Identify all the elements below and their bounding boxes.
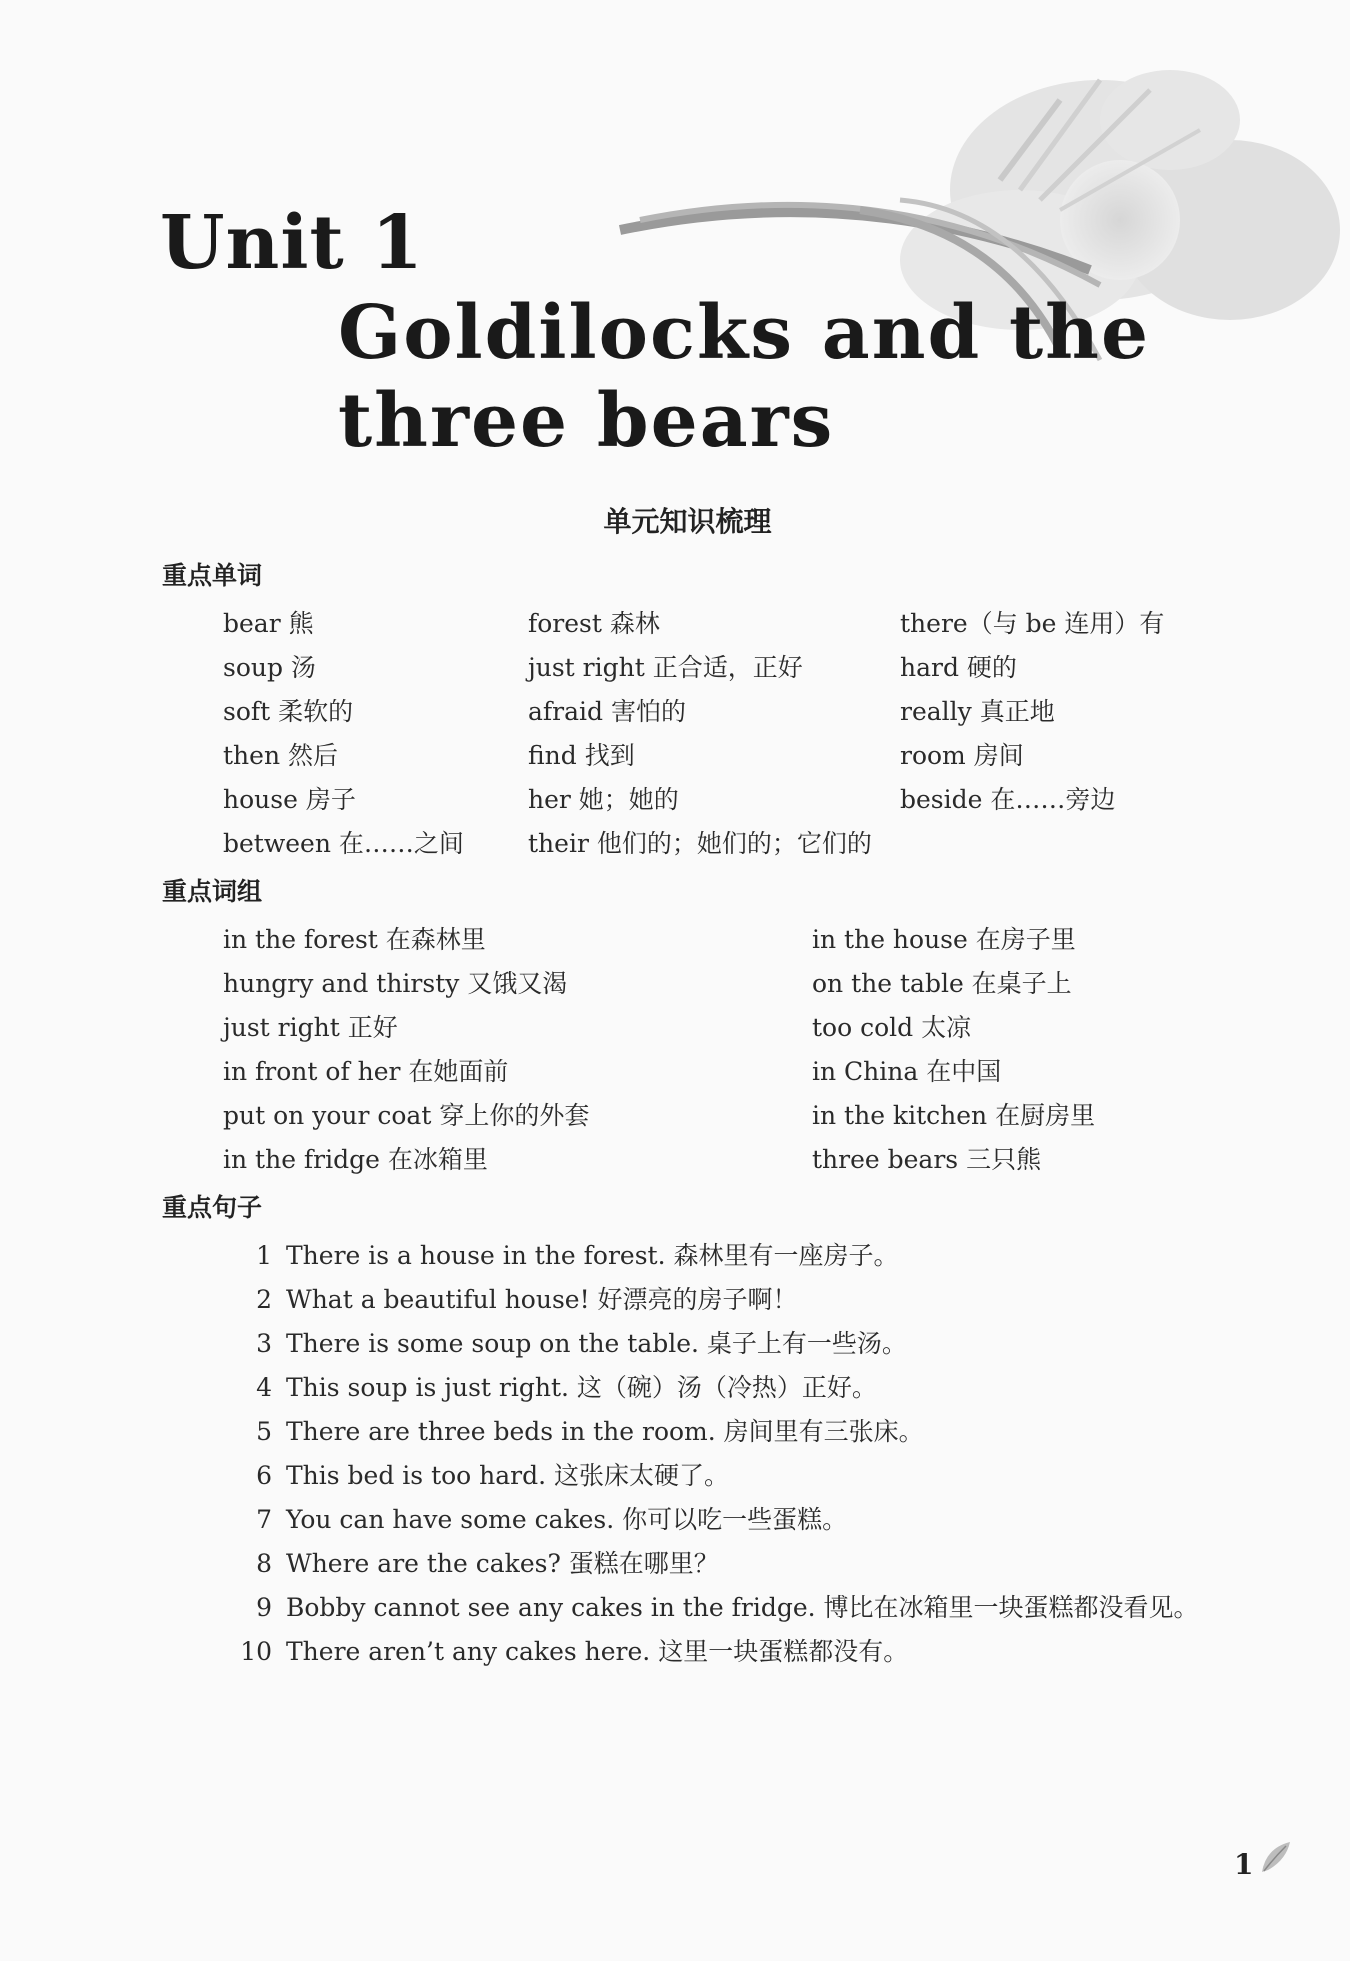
- phrase-item: in the fridge 在冰箱里: [223, 1145, 488, 1174]
- vocab-item: hard 硬的: [900, 653, 1017, 682]
- sentence-text: This soup is just right. 这（碗）汤（冷热）正好。: [286, 1373, 877, 1402]
- sentence-item: [236, 1412, 924, 1448]
- sentence-text: There are three beds in the room. 房间里有三张床。: [286, 1417, 924, 1446]
- vocab-item: room 房间: [900, 741, 1024, 770]
- leaf-icon: [1256, 1838, 1296, 1878]
- vocab-item: forest 森林: [528, 609, 660, 638]
- vocab-item: bear 熊: [223, 609, 314, 638]
- vocab-item: there（与 be 连用）有: [900, 609, 1165, 638]
- sentence-text: Bobby cannot see any cakes in the fridge. 博比在冰箱里一块蛋糕都没看见。: [286, 1593, 1199, 1622]
- sentence-item: [236, 1500, 847, 1536]
- sentence-text: There is some soup on the table. 桌子上有一些汤。: [286, 1329, 907, 1358]
- vocab-item: just right 正合适，正好: [528, 653, 803, 682]
- phrase-item: three bears 三只熊: [812, 1145, 1042, 1174]
- phrase-item: in the kitchen 在厨房里: [812, 1101, 1096, 1130]
- sentence-text: There aren’t any cakes here. 这里一块蛋糕都没有。: [286, 1637, 909, 1666]
- vocab-item: soup 汤: [223, 653, 316, 682]
- vocabulary-heading: 重点单词: [162, 561, 263, 590]
- phrase-item: put on your coat 穿上你的外套: [223, 1101, 590, 1130]
- vocab-item: then 然后: [223, 741, 338, 770]
- vocab-item: really 真正地: [900, 697, 1055, 726]
- sentence-number: 10: [240, 1637, 272, 1666]
- page-number: 1: [1234, 1848, 1254, 1881]
- sentence-number: 4: [256, 1373, 272, 1402]
- vocab-item: find 找到: [528, 741, 635, 770]
- sentence-item: [236, 1236, 898, 1272]
- sentence-number: 5: [256, 1417, 272, 1446]
- phrase-item: hungry and thirsty 又饿又渴: [223, 969, 568, 998]
- sentence-text: You can have some cakes. 你可以吃一些蛋糕。: [286, 1505, 848, 1534]
- sentence-number: 7: [256, 1505, 272, 1534]
- sentence-number: 8: [256, 1549, 272, 1578]
- phrase-item: just right 正好: [223, 1013, 398, 1042]
- phrase-item: too cold 太凉: [812, 1013, 972, 1042]
- sentence-text: What a beautiful house! 好漂亮的房子啊！: [286, 1285, 798, 1314]
- sentence-item: [236, 1280, 798, 1316]
- sentences-heading: 重点句子: [162, 1193, 263, 1222]
- phrase-item: in the forest 在森林里: [223, 925, 486, 954]
- sentence-number: 3: [256, 1329, 272, 1358]
- sentence-item: [236, 1456, 729, 1492]
- vocab-item: house 房子: [223, 785, 356, 814]
- phrase-item: in front of her 在她面前: [223, 1057, 509, 1086]
- unit-title-line-1: Goldilocks and the: [338, 290, 1151, 376]
- sentence-number: 6: [256, 1461, 272, 1490]
- sentence-item: [236, 1632, 908, 1668]
- sentence-item: [236, 1368, 877, 1404]
- section-overview-title: 单元知识梳理: [603, 505, 772, 538]
- sentence-number: 9: [256, 1593, 272, 1622]
- vocab-item: beside 在……旁边: [900, 785, 1116, 814]
- sentence-text: This bed is too hard. 这张床太硬了。: [286, 1461, 730, 1490]
- vocab-item: her 她；她的: [528, 785, 679, 814]
- phrase-item: in the house 在房子里: [812, 925, 1076, 954]
- sentence-item: [236, 1324, 907, 1360]
- sentence-item: [236, 1544, 719, 1580]
- sentence-number: 2: [256, 1285, 272, 1314]
- sentence-number: 1: [256, 1241, 272, 1270]
- sentence-text: There is a house in the forest. 森林里有一座房子。: [286, 1241, 899, 1270]
- phrase-item: on the table 在桌子上: [812, 969, 1072, 998]
- phrases-heading: 重点词组: [162, 877, 263, 906]
- vocab-item: between 在……之间: [223, 829, 464, 858]
- unit-title-line-2: three bears: [338, 378, 835, 464]
- vocab-item: their 他们的；她们的；它们的: [528, 829, 872, 858]
- sentence-text: Where are the cakes? 蛋糕在哪里？: [286, 1549, 719, 1578]
- vocab-item: soft 柔软的: [223, 697, 354, 726]
- unit-label: Unit 1: [160, 200, 424, 286]
- phrase-item: in China 在中国: [812, 1057, 1002, 1086]
- sentence-item: [236, 1588, 1199, 1624]
- vocab-item: afraid 害怕的: [528, 697, 686, 726]
